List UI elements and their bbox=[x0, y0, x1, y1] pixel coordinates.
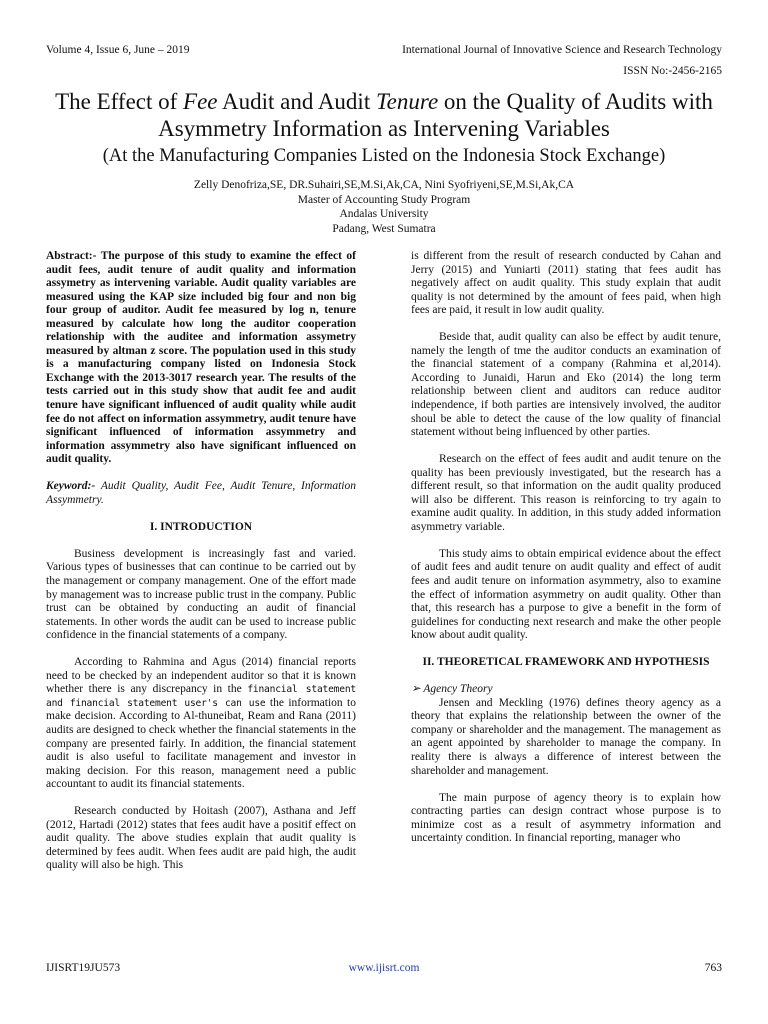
journal-name: International Journal of Innovative Science and Research Technology bbox=[402, 44, 722, 56]
subsection-agency-theory: ➢ Agency Theory bbox=[411, 683, 493, 696]
agency-paragraph-1: Jensen and Meckling (1976) defines theory agency as a theory that explains the relationship between the owner of the company or shareholder and the management. The management as an agent appointed by shareholder to manage the company. In reality there is always a difference of interest between the shareholder and management. bbox=[411, 696, 721, 777]
right-paragraph-3: Research on the effect of fees audit and audit tenure on the quality has been previously investigated, but the research has a different result, so that information on the audit quality produced will also be different. This reason is reinforcing to try again to examine audit quality. In addition, in this study added information asymmetry variable. bbox=[411, 453, 721, 533]
author-names: Zelly Denofriza,SE, DR.Suhairi,SE,M.Si,Ak,CA, Nini Syofriyeni,SE,M.Si,Ak,CA bbox=[193, 179, 575, 191]
author-university: Andalas University bbox=[339, 208, 429, 220]
arrow-bullet-icon: ➢ bbox=[411, 683, 421, 696]
section-introduction-heading: I. INTRODUCTION bbox=[149, 520, 253, 533]
section-theory-heading: II. THEORETICAL FRAMEWORK AND HYPOTHESIS bbox=[422, 656, 710, 669]
abstract: Abstract:- The purpose of this study to examine the effect of audit fees, audit tenure of audit quality and information assymetry as intervening variable. Audit quality variables are measured using the KAP size included big four and non big four group of auditor. Audit fee measured by log n, tenure measured by calculate how long the auditor cooperation relationship with the auditee and information assymetry measured by altman z score. The population used in this study is a manufacturing company listed on Indonesia Stock Exchange with the 2013-3017 research year. The results of the tests carried out in this study show that audit fee and audit tenure have significant influenced of audit quality while audit fee do not affect on information assymmetry, audit tenure have significant influenced of information assymmetry and information assymmetry also have significant influenced on audit quality. bbox=[46, 250, 356, 466]
right-paragraph-1: is different from the result of research conducted by Cahan and Jerry (2015) and Yuniarti (2011) stating that fees audit has negatively affect on audit quality. This study explain that audit quality is not determined by the amount of fees paid, when high fees are paid, it result in low audit quality. bbox=[411, 250, 721, 317]
agency-paragraph-2: The main purpose of agency theory is to explain how contracting parties can design contract whose purpose is to minimize cost as a result of asymmetry information and uncertainty condition. In financial reporting, manager who bbox=[411, 791, 721, 845]
volume-info: Volume 4, Issue 6, June – 2019 bbox=[46, 44, 190, 56]
journal-url-link[interactable]: www.ijisrt.com bbox=[348, 962, 420, 974]
paper-title: The Effect of Fee Audit and Audit Tenure on the Quality of Audits with Asymmetry Information as Intervening Variables bbox=[55, 89, 713, 141]
paper-code: IJISRT19JU573 bbox=[46, 962, 121, 974]
issn: ISSN No:-2456-2165 bbox=[623, 65, 722, 77]
page-number: 763 bbox=[704, 962, 722, 974]
intro-paragraph-2: According to Rahmina and Agus (2014) financial reports need to be checked by an independent auditor so that it is known whether there is any discrepancy in the financial statement and financial statement user's can use the information to make decision. According to Al-thuneibat, Ream and Rana (2011) audits are designed to check whether the financial statements in the company are presented fairly. In addition, the financial statement audit is also useful to facilitate management and investor in making decision. For this reason, management need a public accountant to audit its financial statements. bbox=[46, 656, 356, 791]
right-paragraph-2: Beside that, audit quality can also be effect by audit tenure, namely the length of tme the auditor conducts an examination of the financial statement of a company (Rahmina et al,2014). According to Junaidi, Harun and Eko (2014) the long term relationship between client and auditors can reduce auditor independence, if both parties are intensively involved, the auditor shoul be able to detect the cause of the low quality of financial statement without being influenced by other parties. bbox=[411, 331, 721, 439]
right-paragraph-4: This study aims to obtain empirical evidence about the effect of audit fees and audit tenure on audit quality and effect of audit fees and audit tenure on information asymmetry, also to examine the effect of information asymmetry on audit quality. Other than that, this research has a purpose to give a benefit in the form of guidelines for conducting next research and make the other people know about audit quality. bbox=[411, 547, 721, 642]
right-column bbox=[411, 250, 721, 859]
author-program: Master of Accounting Study Program bbox=[297, 193, 471, 206]
author-block bbox=[40, 178, 728, 236]
left-column bbox=[46, 250, 356, 886]
author-location: Padang, West Sumatra bbox=[332, 222, 436, 235]
paper-subtitle: (At the Manufacturing Companies Listed on the Indonesia Stock Exchange) bbox=[102, 146, 666, 166]
keywords: Keyword:- Audit Quality, Audit Fee, Audit Tenure, Information Assymmetry. bbox=[46, 480, 356, 506]
intro-paragraph-1: Business development is increasingly fast and varied. Various types of businesses that can continue to be carried out by the management or company management. One of the effort made by management was to increase public trust in the company. Public trust can be obtained by conducting an audit of financial statements. In other words the audit can be used to increase public confidence in the financial statements of a company. bbox=[46, 547, 356, 642]
intro-paragraph-3: Research conducted by Hoitash (2007), Asthana and Jeff (2012, Hartadi (2012) states that fees audit have a positif effect on audit quality. The above studies explain that audit quality is determined by fees audit. When fees audit are paid high, the audit quality will also be high. This bbox=[46, 805, 356, 872]
